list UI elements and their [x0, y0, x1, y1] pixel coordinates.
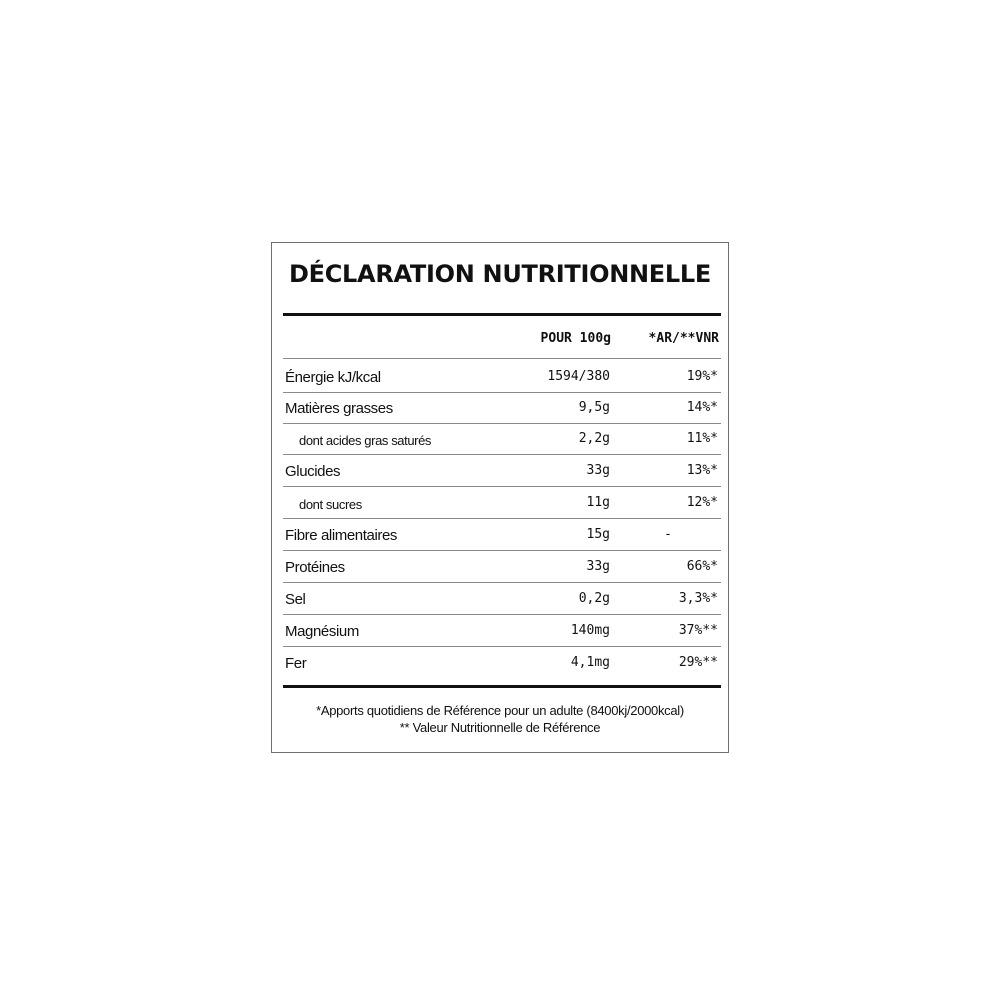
nutrient-per100: 11g: [586, 495, 610, 510]
nutrient-row-glucides: [283, 456, 721, 487]
nutrient-reference: 14%*: [686, 400, 718, 415]
nutrient-per100: 1594/380: [547, 369, 610, 384]
nutrient-name: Énergie kJ/kcal: [285, 369, 381, 386]
nutrient-name: dont sucres: [299, 497, 362, 512]
nutrient-row-matieres-grasses: [283, 393, 721, 424]
nutrient-reference: 12%*: [686, 495, 718, 510]
nutrient-name: Fer: [285, 655, 307, 672]
nutrient-per100: 33g: [586, 559, 610, 574]
row-divider: [283, 486, 721, 487]
nutrient-row-sucres: [283, 488, 721, 519]
header-divider: [283, 358, 721, 359]
nutrient-reference: 66%*: [686, 559, 718, 574]
nutrient-name: Glucides: [285, 463, 341, 480]
nutrient-reference: 19%*: [686, 369, 718, 384]
nutrient-reference: -: [664, 527, 672, 542]
nutrient-row-magnesium: [283, 616, 721, 647]
nutrient-row-sel: [283, 584, 721, 615]
nutrient-row-proteines: [283, 552, 721, 583]
label-title: DÉCLARATION NUTRITIONNELLE: [289, 260, 711, 288]
nutrient-reference: 29%**: [678, 655, 718, 670]
nutrient-name: Sel: [285, 591, 306, 608]
row-divider: [283, 454, 721, 455]
nutrient-per100: 0,2g: [578, 591, 610, 606]
nutrient-per100: 2,2g: [578, 431, 610, 446]
nutrient-per100: 15g: [586, 527, 610, 542]
nutrient-name: Magnésium: [285, 623, 359, 640]
footnote-vnr: ** Valeur Nutritionnelle de Référence: [399, 720, 601, 735]
nutrient-per100: 9,5g: [578, 400, 610, 415]
row-divider: [283, 518, 721, 519]
nutrient-per100: 140mg: [570, 623, 610, 638]
nutrient-reference: 37%**: [678, 623, 718, 638]
row-divider: [283, 550, 721, 551]
row-divider: [283, 614, 721, 615]
table-bottom-divider: [283, 685, 721, 688]
nutrient-reference: 11%*: [686, 431, 718, 446]
footnote-ar: *Apports quotidiens de Référence pour un adulte (8400kj/2000kcal): [316, 703, 684, 718]
nutrient-name: Protéines: [285, 559, 345, 576]
nutrient-row-energie: [283, 362, 721, 393]
nutrient-per100: 4,1mg: [570, 655, 610, 670]
nutrition-label: [271, 242, 729, 753]
row-divider: [283, 582, 721, 583]
column-header-reference: *AR/**VNR: [648, 331, 719, 346]
title-divider: [283, 313, 721, 316]
nutrient-reference: 13%*: [686, 463, 718, 478]
column-header-per-100g: POUR 100g: [540, 331, 611, 346]
nutrient-name: Matières grasses: [285, 400, 393, 417]
nutrient-per100: 33g: [586, 463, 610, 478]
nutrient-name: dont acides gras saturés: [299, 433, 432, 448]
row-divider: [283, 646, 721, 647]
nutrient-reference: 3,3%*: [678, 591, 718, 606]
nutrient-row-fibre: [283, 520, 721, 551]
nutrient-row-fer: [283, 648, 721, 679]
nutrient-name: Fibre alimentaires: [285, 527, 398, 544]
nutrient-row-acides-gras-satures: [283, 424, 721, 455]
